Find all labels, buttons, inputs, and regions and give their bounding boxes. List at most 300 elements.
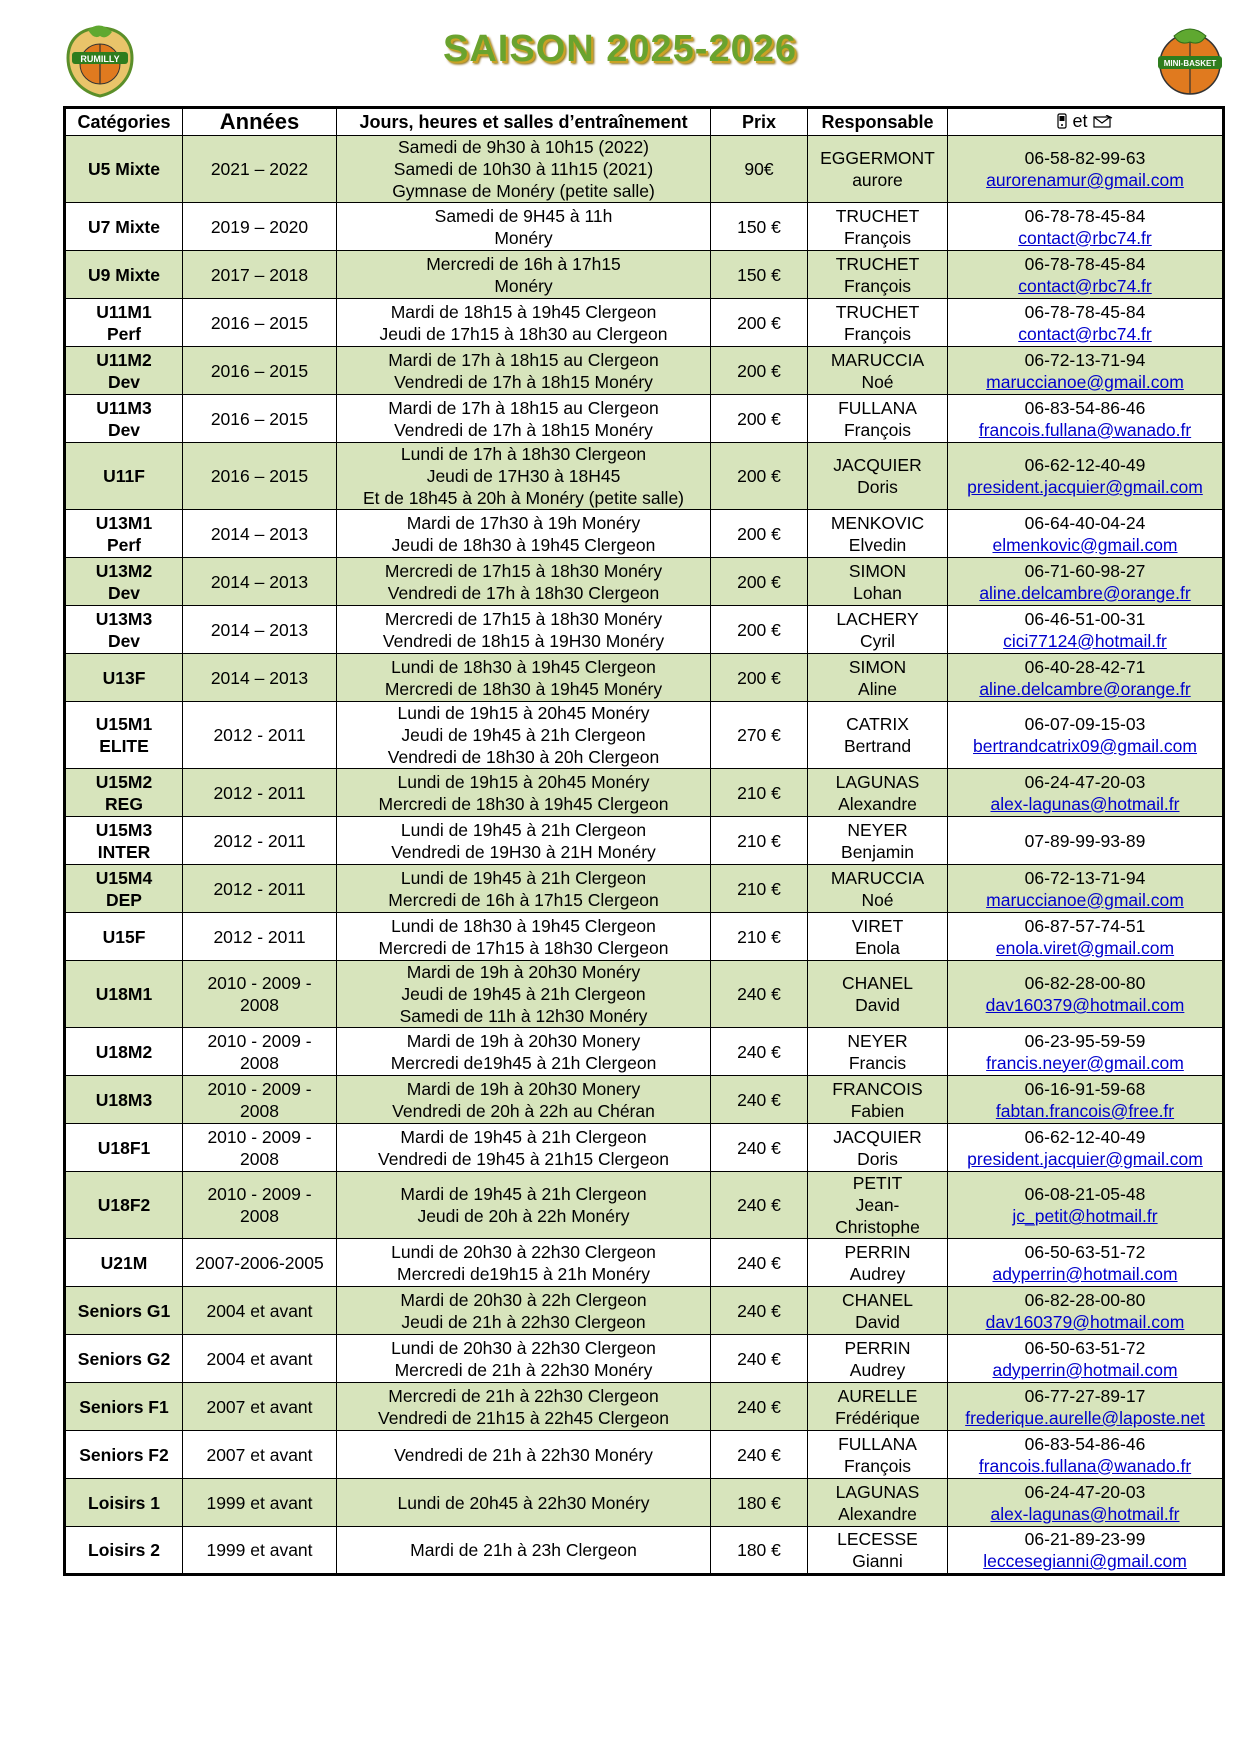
manager-line: JACQUIER bbox=[833, 1126, 922, 1147]
contact-cell bbox=[948, 1239, 1224, 1287]
years-cell bbox=[183, 251, 337, 299]
email-link[interactable]: alex-lagunas@hotmail.fr bbox=[990, 793, 1180, 814]
years-cell bbox=[183, 654, 337, 702]
category-line: U15F bbox=[102, 926, 146, 947]
schedule-cell bbox=[337, 1527, 711, 1575]
years-cell bbox=[183, 1431, 337, 1479]
phone-number[interactable]: 06-78-78-45-84 bbox=[1024, 253, 1146, 274]
schedule-line: Mardi de 19h à 20h30 Monéry bbox=[406, 962, 641, 982]
header-years: Années bbox=[183, 108, 337, 136]
manager-line: FULLANA bbox=[838, 1433, 917, 1454]
manager-line: JACQUIER bbox=[833, 455, 922, 475]
manager-line: Gianni bbox=[852, 1551, 903, 1571]
phone-number[interactable]: 06-82-28-00-80 bbox=[1024, 1289, 1146, 1310]
contact-cell bbox=[948, 1172, 1224, 1239]
table-row bbox=[65, 299, 1224, 347]
schedule-cell bbox=[337, 1431, 711, 1479]
training-schedule-table bbox=[63, 106, 1225, 1576]
years-line: 2016 – 2015 bbox=[210, 466, 309, 486]
years-cell bbox=[183, 1076, 337, 1124]
years-cell bbox=[183, 510, 337, 558]
contact-cell bbox=[948, 1124, 1224, 1172]
manager-cell bbox=[808, 702, 948, 769]
contact-cell bbox=[948, 1076, 1224, 1124]
table-row bbox=[65, 558, 1224, 606]
manager-line: François bbox=[843, 419, 912, 440]
phone-number[interactable]: 06-40-28-42-71 bbox=[1024, 656, 1146, 677]
schedule-cell bbox=[337, 865, 711, 913]
price-cell: 270 € bbox=[711, 702, 808, 769]
schedule-line: Mardi de 17h à 18h15 au Clergeon bbox=[388, 349, 659, 370]
manager-line: NEYER bbox=[847, 819, 908, 840]
price-cell: 240 € bbox=[711, 1172, 808, 1239]
category-line: Seniors F2 bbox=[79, 1444, 169, 1465]
header-categories: Catégories bbox=[65, 108, 183, 136]
price-cell: 210 € bbox=[711, 769, 808, 817]
category-cell bbox=[65, 299, 183, 347]
price-cell: 240 € bbox=[711, 1335, 808, 1383]
years-line: 2004 et avant bbox=[206, 1300, 313, 1321]
years-cell bbox=[183, 1287, 337, 1335]
manager-cell bbox=[808, 1479, 948, 1527]
years-cell bbox=[183, 299, 337, 347]
years-line: 2007-2006-2005 bbox=[195, 1252, 324, 1273]
price-cell: 200 € bbox=[711, 395, 808, 443]
category-cell bbox=[65, 395, 183, 443]
manager-line: TRUCHET bbox=[835, 253, 920, 274]
years-line: 2010 - 2009 - bbox=[207, 1126, 312, 1147]
contact-cell bbox=[948, 1383, 1224, 1431]
years-line: 2014 – 2013 bbox=[210, 523, 309, 544]
manager-line: aurore bbox=[852, 170, 903, 190]
category-cell bbox=[65, 1239, 183, 1287]
table-row bbox=[65, 1479, 1224, 1527]
manager-cell bbox=[808, 1076, 948, 1124]
category-line: U7 Mixte bbox=[88, 216, 160, 237]
years-cell bbox=[183, 1172, 337, 1239]
years-line: 2008 bbox=[240, 1148, 279, 1169]
category-line: Perf bbox=[106, 323, 142, 344]
category-line: Seniors G2 bbox=[77, 1348, 171, 1369]
manager-cell bbox=[808, 817, 948, 865]
phone-number[interactable]: 06-83-54-86-46 bbox=[1024, 397, 1146, 418]
schedule-cell bbox=[337, 1028, 711, 1076]
manager-cell bbox=[808, 510, 948, 558]
phone-number[interactable]: 06-72-13-71-94 bbox=[1024, 349, 1146, 370]
years-line: 2004 et avant bbox=[206, 1348, 313, 1369]
years-line: 2007 et avant bbox=[206, 1396, 313, 1417]
phone-number[interactable]: 06-78-78-45-84 bbox=[1024, 301, 1146, 322]
phone-number[interactable]: 06-24-47-20-03 bbox=[1024, 1481, 1146, 1502]
table-row bbox=[65, 817, 1224, 865]
table-row bbox=[65, 1076, 1224, 1124]
manager-line: PERRIN bbox=[844, 1337, 911, 1358]
schedule-line: Lundi de 20h30 à 22h30 Clergeon bbox=[391, 1241, 656, 1262]
years-cell bbox=[183, 395, 337, 443]
contact-cell bbox=[948, 510, 1224, 558]
manager-line: AURELLE bbox=[837, 1385, 918, 1406]
email-link[interactable]: president.jacquier@gmail.com bbox=[967, 477, 1203, 497]
email-link[interactable]: francois.fullana@wanado.fr bbox=[978, 419, 1192, 440]
years-cell bbox=[183, 558, 337, 606]
price-cell: 180 € bbox=[711, 1527, 808, 1575]
years-line: 2007 et avant bbox=[206, 1444, 313, 1465]
manager-line: CHANEL bbox=[842, 973, 913, 993]
email-link[interactable]: contact@rbc74.fr bbox=[1018, 275, 1152, 296]
email-link[interactable]: enola.viret@gmail.com bbox=[995, 937, 1175, 958]
category-cell bbox=[65, 769, 183, 817]
phone-number[interactable]: 07-89-99-93-89 bbox=[1024, 830, 1146, 851]
price-cell: 240 € bbox=[711, 1287, 808, 1335]
manager-line: François bbox=[843, 323, 912, 344]
phone-number[interactable]: 06-72-13-71-94 bbox=[1024, 867, 1146, 888]
contact-cell bbox=[948, 606, 1224, 654]
category-cell bbox=[65, 1383, 183, 1431]
email-link[interactable]: jc_petit@hotmail.fr bbox=[1012, 1206, 1158, 1226]
manager-cell bbox=[808, 251, 948, 299]
manager-line: Noé bbox=[861, 371, 894, 392]
price-cell: 200 € bbox=[711, 347, 808, 395]
email-link[interactable]: adyperrin@hotmail.com bbox=[992, 1263, 1178, 1284]
phone-number[interactable]: 06-82-28-00-80 bbox=[1024, 973, 1146, 993]
manager-line: Enola bbox=[855, 937, 900, 958]
email-link[interactable]: frederique.aurelle@laposte.net bbox=[965, 1407, 1205, 1428]
schedule-line: Samedi de 9H45 à 11h bbox=[434, 205, 613, 226]
schedule-line: Jeudi de 21h à 22h30 Clergeon bbox=[401, 1311, 646, 1332]
phone-number[interactable]: 06-24-47-20-03 bbox=[1024, 771, 1146, 792]
schedule-line: Lundi de 17h à 18h30 Clergeon bbox=[400, 444, 647, 464]
category-cell bbox=[65, 817, 183, 865]
price-cell: 200 € bbox=[711, 443, 808, 510]
table-row bbox=[65, 865, 1224, 913]
phone-number[interactable]: 06-62-12-40-49 bbox=[1024, 455, 1146, 475]
category-line: U13F bbox=[102, 667, 146, 688]
contact-cell bbox=[948, 913, 1224, 961]
manager-line: SIMON bbox=[848, 656, 907, 677]
manager-line: LAGUNAS bbox=[835, 1481, 920, 1502]
schedule-line: Mardi de 20h30 à 22h Clergeon bbox=[400, 1289, 647, 1310]
years-cell bbox=[183, 1383, 337, 1431]
category-cell bbox=[65, 1287, 183, 1335]
email-link[interactable]: alex-lagunas@hotmail.fr bbox=[990, 1503, 1180, 1524]
contact-cell bbox=[948, 558, 1224, 606]
manager-cell bbox=[808, 443, 948, 510]
manager-line: David bbox=[855, 1311, 900, 1332]
manager-cell bbox=[808, 1172, 948, 1239]
schedule-cell bbox=[337, 769, 711, 817]
price-cell: 240 € bbox=[711, 1076, 808, 1124]
category-cell bbox=[65, 558, 183, 606]
schedule-line: Lundi de 18h30 à 19h45 Clergeon bbox=[391, 656, 656, 677]
manager-cell bbox=[808, 136, 948, 203]
schedule-line: Vendredi de 21h15 à 22h45 Clergeon bbox=[378, 1407, 669, 1428]
email-link[interactable]: dav160379@hotmail.com bbox=[985, 995, 1185, 1015]
manager-line: PETIT bbox=[852, 1173, 903, 1193]
contact-cell bbox=[948, 1287, 1224, 1335]
years-cell bbox=[183, 606, 337, 654]
years-line: 2008 bbox=[240, 1052, 279, 1073]
email-link[interactable]: maruccianoe@gmail.com bbox=[986, 371, 1184, 392]
table-header-row bbox=[65, 108, 1224, 136]
price-cell: 200 € bbox=[711, 510, 808, 558]
schedule-cell bbox=[337, 299, 711, 347]
phone-number[interactable]: 06-46-51-00-31 bbox=[1024, 608, 1146, 629]
schedule-line: Mercredi de 16h à 17h15 bbox=[426, 253, 621, 274]
price-cell: 210 € bbox=[711, 865, 808, 913]
phone-number[interactable]: 06-62-12-40-49 bbox=[1024, 1126, 1146, 1147]
manager-line: Alexandre bbox=[838, 1503, 917, 1524]
category-line: Seniors F1 bbox=[79, 1396, 169, 1417]
phone-number[interactable]: 06-83-54-86-46 bbox=[1024, 1433, 1146, 1454]
years-line: 2016 – 2015 bbox=[210, 360, 309, 381]
category-cell bbox=[65, 865, 183, 913]
category-cell bbox=[65, 347, 183, 395]
category-line: Loisirs 2 bbox=[88, 1540, 160, 1560]
email-link[interactable]: francois.fullana@wanado.fr bbox=[978, 1455, 1192, 1476]
category-line: U18F2 bbox=[97, 1195, 151, 1215]
table-row bbox=[65, 136, 1224, 203]
category-line: U18F1 bbox=[97, 1137, 151, 1158]
header-price: Prix bbox=[711, 108, 808, 136]
category-cell bbox=[65, 251, 183, 299]
email-link[interactable]: cici77124@hotmail.fr bbox=[1003, 630, 1167, 651]
phone-number[interactable]: 06-77-27-89-17 bbox=[1024, 1385, 1146, 1406]
header-manager: Responsable bbox=[808, 108, 948, 136]
category-line: U15M1 bbox=[95, 714, 153, 734]
phone-number[interactable]: 06-78-78-45-84 bbox=[1024, 205, 1146, 226]
category-line: ELITE bbox=[99, 736, 149, 756]
phone-number[interactable]: 06-21-89-23-99 bbox=[1024, 1529, 1146, 1549]
phone-number[interactable]: 06-87-57-74-51 bbox=[1024, 915, 1146, 936]
table-row bbox=[65, 1028, 1224, 1076]
years-line: 2016 – 2015 bbox=[210, 312, 309, 333]
manager-line: Doris bbox=[857, 1148, 898, 1169]
email-link[interactable]: maruccianoe@gmail.com bbox=[986, 889, 1184, 910]
manager-line: VIRET bbox=[851, 915, 904, 936]
schedule-cell bbox=[337, 558, 711, 606]
schedule-cell bbox=[337, 654, 711, 702]
price-cell: 200 € bbox=[711, 558, 808, 606]
schedule-cell bbox=[337, 1383, 711, 1431]
email-link[interactable]: dav160379@hotmail.com bbox=[985, 1311, 1185, 1332]
schedule-cell bbox=[337, 395, 711, 443]
schedule-line: Gymnase de Monéry (petite salle) bbox=[392, 181, 655, 201]
manager-line: François bbox=[843, 1455, 912, 1476]
mini-basket-logo-badge bbox=[1150, 22, 1230, 100]
table-row bbox=[65, 654, 1224, 702]
email-link[interactable]: elmenkovic@gmail.com bbox=[992, 534, 1178, 555]
schedule-line: Mardi de 17h30 à 19h Monéry bbox=[406, 512, 641, 533]
category-cell bbox=[65, 606, 183, 654]
phone-number[interactable]: 06-50-63-51-72 bbox=[1024, 1241, 1146, 1262]
category-cell bbox=[65, 203, 183, 251]
schedule-line: Vendredi de 18h30 à 20h Clergeon bbox=[387, 747, 660, 767]
category-cell bbox=[65, 136, 183, 203]
category-cell bbox=[65, 961, 183, 1028]
phone-number[interactable]: 06-58-82-99-63 bbox=[1024, 148, 1146, 168]
table-row bbox=[65, 1383, 1224, 1431]
years-line: 2008 bbox=[240, 995, 279, 1015]
years-line: 2014 – 2013 bbox=[210, 619, 309, 640]
manager-cell bbox=[808, 395, 948, 443]
manager-cell bbox=[808, 654, 948, 702]
schedule-line: Jeudi de 20h à 22h Monéry bbox=[417, 1206, 630, 1226]
schedule-line: Jeudi de 18h30 à 19h45 Clergeon bbox=[391, 534, 656, 555]
schedule-cell bbox=[337, 1479, 711, 1527]
schedule-line: Mercredi de 17h15 à 18h30 Clergeon bbox=[378, 937, 669, 958]
phone-number[interactable]: 06-71-60-98-27 bbox=[1024, 560, 1146, 581]
manager-line: François bbox=[843, 275, 912, 296]
manager-line: LACHERY bbox=[836, 608, 919, 629]
price-cell: 180 € bbox=[711, 1479, 808, 1527]
svg-text:MINI-BASKET: MINI-BASKET bbox=[1163, 59, 1217, 68]
category-line: U13M1 bbox=[95, 512, 153, 533]
schedule-cell bbox=[337, 443, 711, 510]
category-line: REG bbox=[105, 793, 143, 814]
manager-line: Francis bbox=[848, 1052, 907, 1073]
category-line: U21M bbox=[100, 1252, 148, 1273]
table-row bbox=[65, 606, 1224, 654]
contact-cell bbox=[948, 203, 1224, 251]
years-cell bbox=[183, 961, 337, 1028]
schedule-line: Mercredi de19h15 à 21h Monéry bbox=[397, 1263, 650, 1284]
schedule-line: Mardi de 19h45 à 21h Clergeon bbox=[400, 1184, 647, 1204]
contact-cell bbox=[948, 1479, 1224, 1527]
table-row bbox=[65, 203, 1224, 251]
schedule-line: Vendredi de 19h45 à 21h15 Clergeon bbox=[378, 1148, 669, 1169]
manager-cell bbox=[808, 769, 948, 817]
mini-basket-logo bbox=[1150, 22, 1230, 100]
manager-line: MARUCCIA bbox=[830, 867, 925, 888]
manager-cell bbox=[808, 1287, 948, 1335]
manager-line: Noé bbox=[861, 889, 894, 910]
header-contact-and: et bbox=[1072, 111, 1088, 132]
table-row bbox=[65, 1527, 1224, 1575]
years-cell bbox=[183, 136, 337, 203]
phone-number[interactable]: 06-50-63-51-72 bbox=[1024, 1337, 1146, 1358]
schedule-line: Vendredi de 21h à 22h30 Monéry bbox=[394, 1444, 653, 1465]
category-line: Dev bbox=[107, 582, 141, 603]
header-contact bbox=[948, 108, 1224, 136]
schedule-line: Vendredi de 17h à 18h15 Monéry bbox=[394, 371, 653, 392]
years-cell bbox=[183, 913, 337, 961]
price-cell: 200 € bbox=[711, 606, 808, 654]
contact-cell bbox=[948, 769, 1224, 817]
manager-cell bbox=[808, 558, 948, 606]
manager-line: NEYER bbox=[847, 1030, 908, 1051]
category-line: Dev bbox=[107, 371, 141, 392]
phone-number[interactable]: 06-64-40-04-24 bbox=[1024, 512, 1146, 533]
manager-line: LECESSE bbox=[837, 1529, 918, 1549]
table-row bbox=[65, 1124, 1224, 1172]
phone-number[interactable]: 06-16-91-59-68 bbox=[1024, 1078, 1146, 1099]
contact-cell bbox=[948, 961, 1224, 1028]
manager-line: Jean- bbox=[855, 1195, 900, 1215]
manager-line: Aline bbox=[858, 678, 897, 699]
price-cell: 240 € bbox=[711, 1239, 808, 1287]
email-link[interactable]: bertrandcatrix09@gmail.com bbox=[973, 736, 1197, 756]
years-line: 2014 – 2013 bbox=[210, 571, 309, 592]
schedule-line: Monéry bbox=[494, 275, 553, 296]
years-line: 2012 - 2011 bbox=[213, 782, 306, 803]
manager-line: FRANCOIS bbox=[832, 1078, 923, 1099]
email-link[interactable]: contact@rbc74.fr bbox=[1018, 323, 1152, 344]
category-cell bbox=[65, 702, 183, 769]
email-link[interactable]: aline.delcambre@orange.fr bbox=[979, 678, 1191, 699]
schedule-cell bbox=[337, 1239, 711, 1287]
schedule-cell bbox=[337, 136, 711, 203]
phone-number[interactable]: 06-07-09-15-03 bbox=[1024, 714, 1146, 734]
category-cell bbox=[65, 1527, 183, 1575]
manager-line: Christophe bbox=[835, 1217, 920, 1237]
table-row bbox=[65, 251, 1224, 299]
contact-cell bbox=[948, 1431, 1224, 1479]
years-cell bbox=[183, 865, 337, 913]
price-cell: 150 € bbox=[711, 203, 808, 251]
manager-line: Alexandre bbox=[838, 793, 917, 814]
contact-cell bbox=[948, 654, 1224, 702]
manager-line: Audrey bbox=[849, 1263, 906, 1284]
phone-number[interactable]: 06-23-95-59-59 bbox=[1024, 1030, 1146, 1051]
price-cell: 240 € bbox=[711, 1124, 808, 1172]
years-line: 2008 bbox=[240, 1100, 279, 1121]
manager-line: François bbox=[843, 227, 912, 248]
years-line: 2012 - 2011 bbox=[213, 725, 306, 745]
phone-number[interactable]: 06-08-21-05-48 bbox=[1024, 1184, 1146, 1204]
email-link[interactable]: leccesegianni@gmail.com bbox=[983, 1551, 1187, 1571]
email-link[interactable]: aurorenamur@gmail.com bbox=[986, 170, 1184, 190]
manager-cell bbox=[808, 1527, 948, 1575]
category-cell bbox=[65, 510, 183, 558]
schedule-line: Mardi de 17h à 18h15 au Clergeon bbox=[388, 397, 659, 418]
manager-cell bbox=[808, 1239, 948, 1287]
schedule-cell bbox=[337, 913, 711, 961]
years-line: 2010 - 2009 - bbox=[207, 1078, 312, 1099]
category-line: Dev bbox=[107, 419, 141, 440]
schedule-line: Mercredi de 17h15 à 18h30 Monéry bbox=[384, 608, 663, 629]
manager-line: MENKOVIC bbox=[830, 512, 925, 533]
years-line: 2012 - 2011 bbox=[213, 830, 306, 851]
manager-cell bbox=[808, 347, 948, 395]
email-link[interactable]: francis.neyer@gmail.com bbox=[986, 1052, 1184, 1073]
email-link[interactable]: fabtan.francois@free.fr bbox=[995, 1100, 1175, 1121]
category-line: Perf bbox=[106, 534, 142, 555]
table-row bbox=[65, 1431, 1224, 1479]
years-line: 2016 – 2015 bbox=[210, 408, 309, 429]
price-cell: 200 € bbox=[711, 654, 808, 702]
schedule-line: Mercredi de19h45 à 21h Clergeon bbox=[390, 1052, 657, 1073]
manager-line: Bertrand bbox=[843, 736, 912, 756]
schedule-line: Mardi de 21h à 23h Clergeon bbox=[410, 1540, 637, 1560]
category-line: U11M3 bbox=[96, 397, 152, 418]
email-link[interactable]: contact@rbc74.fr bbox=[1018, 227, 1152, 248]
schedule-line: Jeudi de 19h45 à 21h Clergeon bbox=[401, 984, 646, 1004]
email-link[interactable]: adyperrin@hotmail.com bbox=[992, 1359, 1178, 1380]
email-link[interactable]: aline.delcambre@orange.fr bbox=[979, 582, 1191, 603]
years-cell bbox=[183, 443, 337, 510]
email-link[interactable]: president.jacquier@gmail.com bbox=[967, 1148, 1203, 1169]
manager-cell bbox=[808, 913, 948, 961]
schedule-line: Lundi de 19h15 à 20h45 Monéry bbox=[397, 703, 650, 723]
category-line: Dev bbox=[107, 630, 141, 651]
category-cell bbox=[65, 1076, 183, 1124]
category-cell bbox=[65, 1335, 183, 1383]
price-cell: 150 € bbox=[711, 251, 808, 299]
years-line: 2010 - 2009 - bbox=[207, 1030, 312, 1051]
years-cell bbox=[183, 1239, 337, 1287]
schedule-cell bbox=[337, 702, 711, 769]
schedule-cell bbox=[337, 961, 711, 1028]
